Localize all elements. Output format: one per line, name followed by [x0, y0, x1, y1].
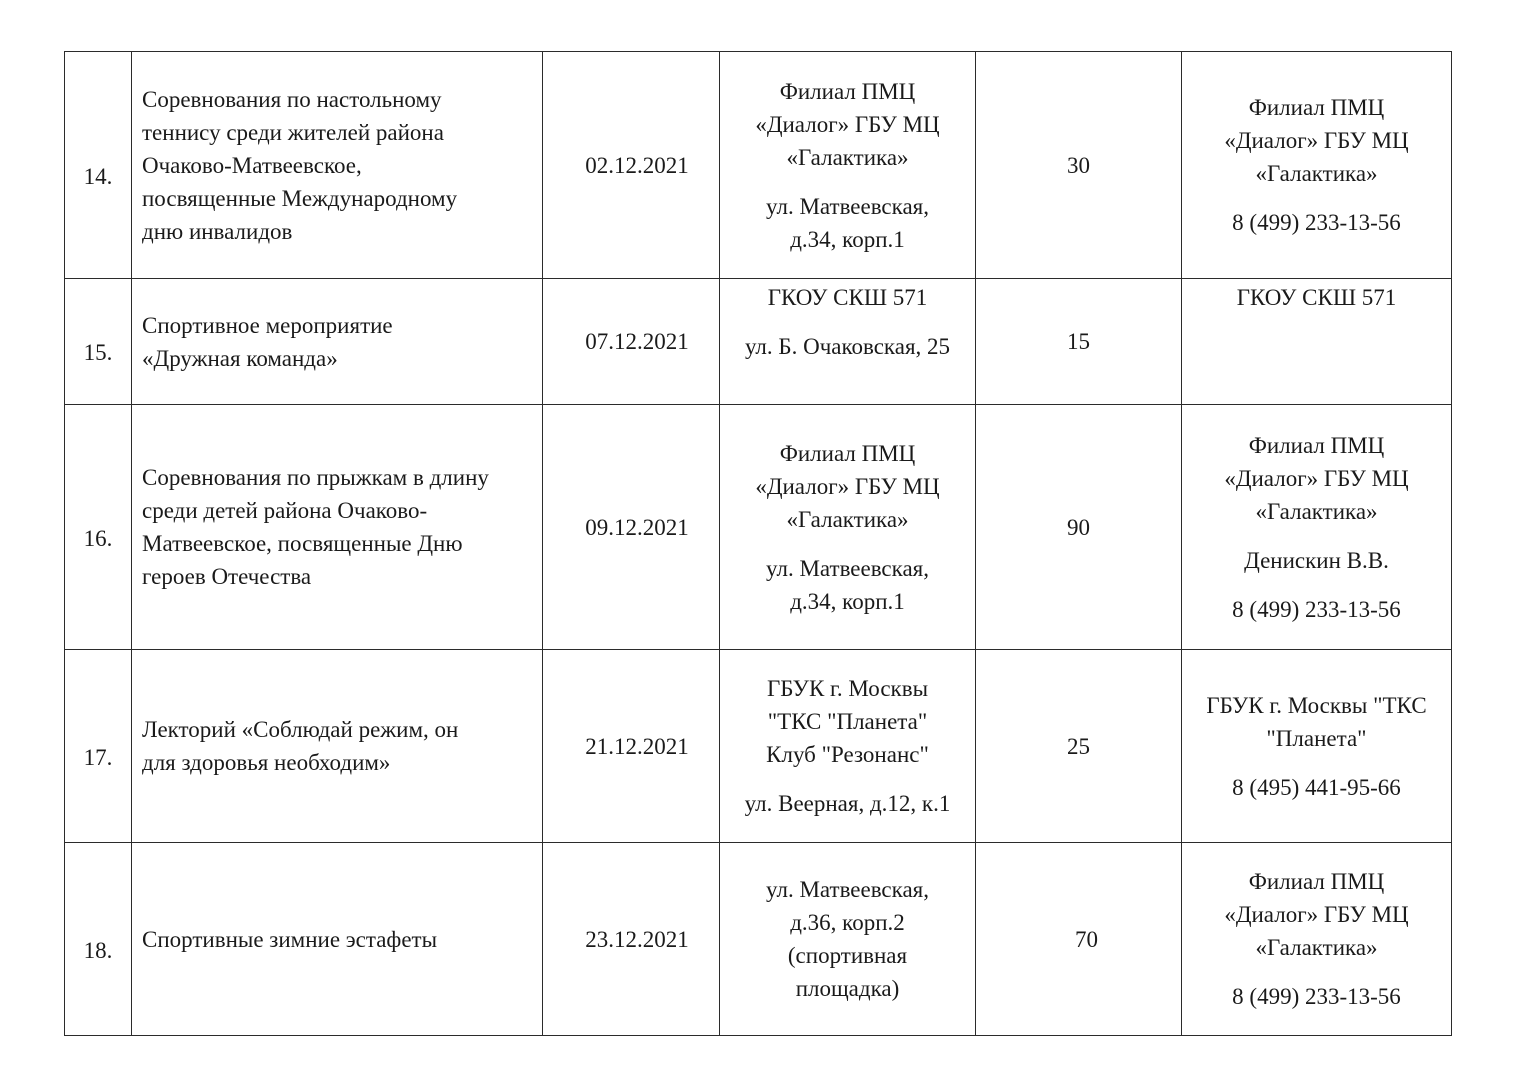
row-number: 14.: [65, 52, 132, 279]
row-number: 18.: [65, 843, 132, 1036]
event-date: 23.12.2021: [543, 843, 720, 1036]
organizer: Филиал ПМЦ «Диалог» ГБУ МЦ «Галактика» 8 (499) 233-13-56: [1182, 843, 1452, 1036]
row-number: 15.: [65, 279, 132, 405]
row-number: 17.: [65, 650, 132, 843]
event-name: Спортивное мероприятие «Дружная команда»: [132, 279, 543, 405]
event-date: 02.12.2021: [543, 52, 720, 279]
row-number: 16.: [65, 405, 132, 650]
participant-count: 15: [976, 279, 1182, 405]
organizer: ГБУК г. Москвы "ТКС "Планета" 8 (495) 441-95-66: [1182, 650, 1452, 843]
organizer: Филиал ПМЦ «Диалог» ГБУ МЦ «Галактика» 8 (499) 233-13-56: [1182, 52, 1452, 279]
event-place: ул. Матвеевская, д.36, корп.2 (спортивная площадка): [720, 843, 976, 1036]
events-table: [64, 51, 1452, 1036]
organizer: ГКОУ СКШ 571: [1182, 279, 1452, 405]
table-row: [65, 843, 1452, 1036]
event-name: Соревнования по настольному теннису среди жителей района Очаково-Матвеевское, посвященные Международному дню инвалидов: [132, 52, 543, 279]
event-name: Лекторий «Соблюдай режим, он для здоровья необходим»: [132, 650, 543, 843]
event-place: ГКОУ СКШ 571 ул. Б. Очаковская, 25: [720, 279, 976, 405]
event-date: 07.12.2021: [543, 279, 720, 405]
organizer: Филиал ПМЦ «Диалог» ГБУ МЦ «Галактика» Денискин В.В. 8 (499) 233-13-56: [1182, 405, 1452, 650]
table-row: [65, 279, 1452, 405]
table-row: [65, 52, 1452, 279]
event-date: 21.12.2021: [543, 650, 720, 843]
event-name: Спортивные зимние эстафеты: [132, 843, 543, 1036]
event-name: Соревнования по прыжкам в длину среди детей района Очаково- Матвеевское, посвященные Дню героев Отечества: [132, 405, 543, 650]
participant-count: 30: [976, 52, 1182, 279]
event-place: Филиал ПМЦ «Диалог» ГБУ МЦ «Галактика» ул. Матвеевская, д.34, корп.1: [720, 405, 976, 650]
event-date: 09.12.2021: [543, 405, 720, 650]
participant-count: 90: [976, 405, 1182, 650]
event-place: Филиал ПМЦ «Диалог» ГБУ МЦ «Галактика» ул. Матвеевская, д.34, корп.1: [720, 52, 976, 279]
table-row: [65, 405, 1452, 650]
table-row: [65, 650, 1452, 843]
participant-count: 70: [976, 843, 1182, 1036]
event-place: ГБУК г. Москвы "ТКС "Планета" Клуб "Резонанс" ул. Веерная, д.12, к.1: [720, 650, 976, 843]
participant-count: 25: [976, 650, 1182, 843]
